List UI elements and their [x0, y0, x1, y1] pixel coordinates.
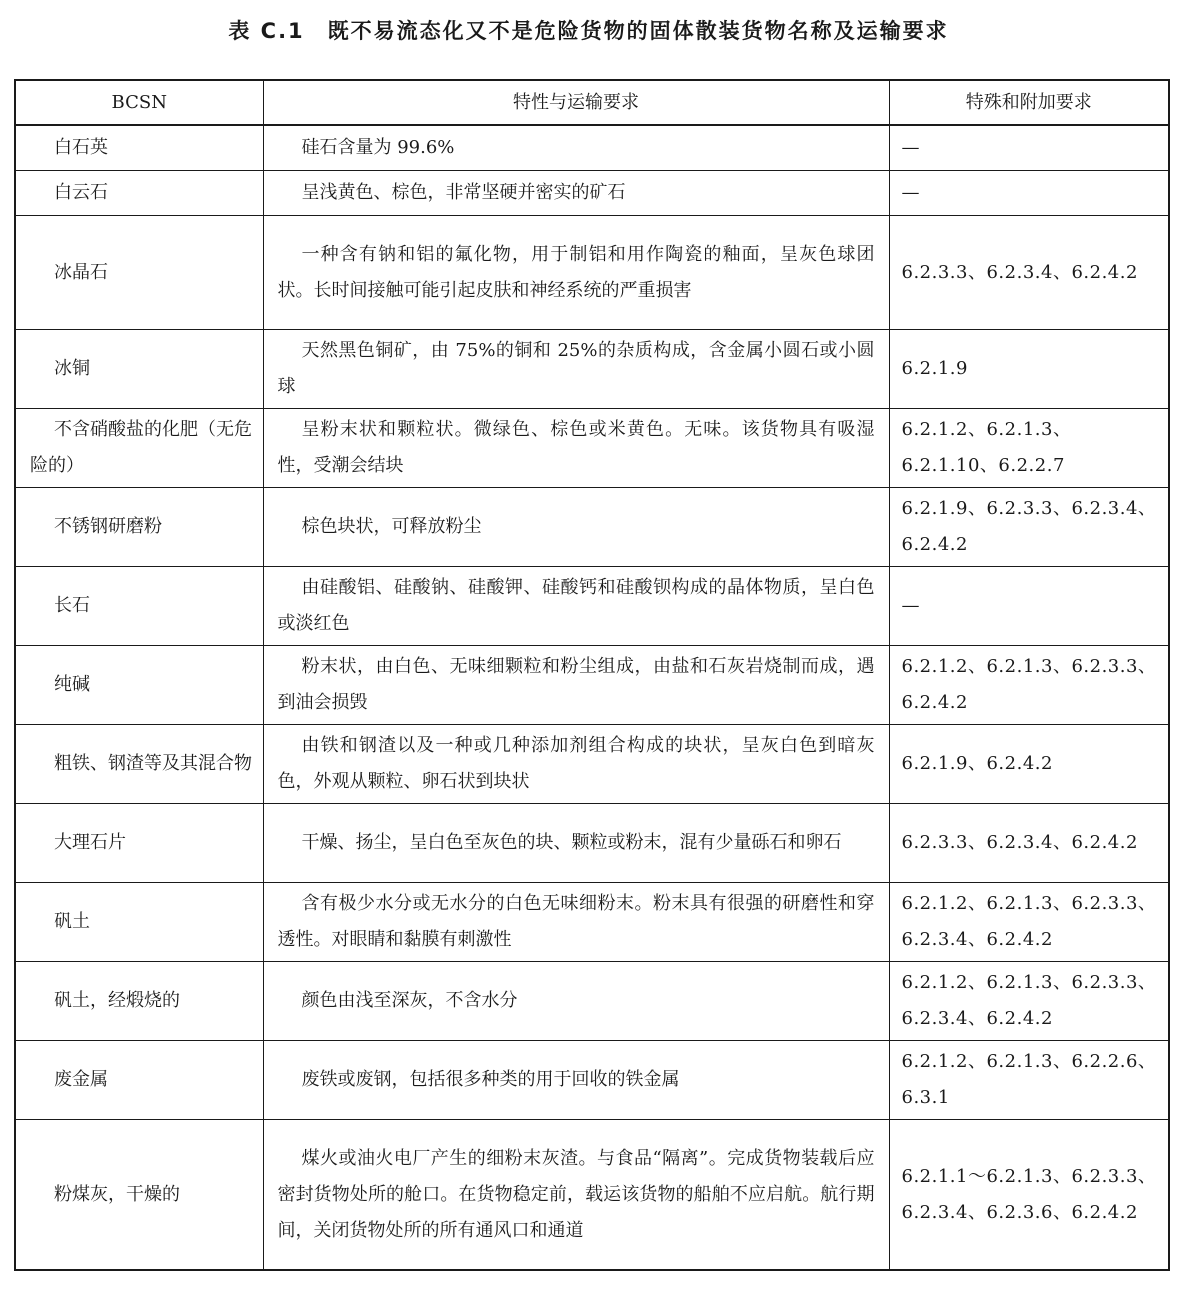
cargo-requirements: 6.2.1.2、6.2.1.3、6.2.2.6、6.3.1	[889, 1041, 1169, 1120]
cargo-name: 大理石片	[15, 804, 263, 883]
cargo-requirements: 6.2.1.2、6.2.1.3、6.2.3.3、6.2.3.4、6.2.4.2	[889, 962, 1169, 1041]
cargo-description: 颜色由浅至深灰，不含水分	[263, 962, 889, 1041]
cargo-name: 矾土，经煅烧的	[15, 962, 263, 1041]
cargo-requirements: 6.2.1.9、6.2.4.2	[889, 725, 1169, 804]
cargo-requirements: 6.2.3.3、6.2.3.4、6.2.4.2	[889, 216, 1169, 330]
cargo-description: 硅石含量为 99.6%	[263, 125, 889, 171]
table-row	[15, 962, 1169, 1041]
cargo-name: 不含硝酸盐的化肥（无危险的）	[15, 409, 263, 488]
cargo-description: 粉末状，由白色、无味细颗粒和粉尘组成，由盐和石灰岩烧制而成，遇到油会损毁	[263, 646, 889, 725]
header-properties: 特性与运输要求	[263, 80, 889, 125]
cargo-description: 棕色块状，可释放粉尘	[263, 488, 889, 567]
cargo-description: 由铁和钢渣以及一种或几种添加剂组合构成的块状，呈灰白色到暗灰色，外观从颗粒、卵石状到块状	[263, 725, 889, 804]
table-row	[15, 883, 1169, 962]
table-row	[15, 330, 1169, 409]
cargo-name: 白云石	[15, 171, 263, 216]
cargo-description: 废铁或废钢，包括很多种类的用于回收的铁金属	[263, 1041, 889, 1120]
cargo-requirements: 6.2.1.9	[889, 330, 1169, 409]
table-row	[15, 1120, 1169, 1271]
cargo-requirements: 6.2.1.9、6.2.3.3、6.2.3.4、6.2.4.2	[889, 488, 1169, 567]
table-row	[15, 488, 1169, 567]
cargo-name: 矾土	[15, 883, 263, 962]
cargo-name: 粉煤灰，干燥的	[15, 1120, 263, 1271]
table-row	[15, 171, 1169, 216]
header-special-requirements: 特殊和附加要求	[889, 80, 1169, 125]
cargo-name: 粗铁、钢渣等及其混合物	[15, 725, 263, 804]
table-row	[15, 725, 1169, 804]
table-row	[15, 646, 1169, 725]
cargo-name: 废金属	[15, 1041, 263, 1120]
cargo-requirements: 6.2.1.1～6.2.1.3、6.2.3.3、6.2.3.4、6.2.3.6、6.2.4.2	[889, 1120, 1169, 1271]
cargo-description: 含有极少水分或无水分的白色无味细粉末。粉末具有很强的研磨性和穿透性。对眼睛和黏膜有刺激性	[263, 883, 889, 962]
cargo-requirements: 6.2.3.3、6.2.3.4、6.2.4.2	[889, 804, 1169, 883]
table-row	[15, 216, 1169, 330]
table-row	[15, 125, 1169, 171]
table-row	[15, 409, 1169, 488]
table-title: 表 C.1 既不易流态化又不是危险货物的固体散装货物名称及运输要求	[228, 19, 949, 43]
cargo-description: 由硅酸铝、硅酸钠、硅酸钾、硅酸钙和硅酸钡构成的晶体物质，呈白色或淡红色	[263, 567, 889, 646]
cargo-name: 冰晶石	[15, 216, 263, 330]
cargo-requirements: —	[889, 171, 1169, 216]
table-row	[15, 567, 1169, 646]
cargo-name: 冰铜	[15, 330, 263, 409]
cargo-name: 不锈钢研磨粉	[15, 488, 263, 567]
cargo-description: 呈粉末状和颗粒状。微绿色、棕色或米黄色。无味。该货物具有吸湿性，受潮会结块	[263, 409, 889, 488]
table-header-row	[15, 80, 1169, 125]
table-row	[15, 804, 1169, 883]
cargo-name: 长石	[15, 567, 263, 646]
cargo-requirements: 6.2.1.2、6.2.1.3、6.2.3.3、6.2.4.2	[889, 646, 1169, 725]
cargo-description: 干燥、扬尘，呈白色至灰色的块、颗粒或粉末，混有少量砾石和卵石	[263, 804, 889, 883]
cargo-description: 天然黑色铜矿，由 75%的铜和 25%的杂质构成，含金属小圆石或小圆球	[263, 330, 889, 409]
cargo-name: 白石英	[15, 125, 263, 171]
cargo-requirements: —	[889, 567, 1169, 646]
cargo-requirements: —	[889, 125, 1169, 171]
table-row	[15, 1041, 1169, 1120]
cargo-description: 煤火或油火电厂产生的细粉末灰渣。与食品“隔离”。完成货物装载后应密封货物处所的舱口。在货物稳定前，载运该货物的船舶不应启航。航行期间，关闭货物处所的所有通风口和通道	[263, 1120, 889, 1271]
cargo-requirements: 6.2.1.2、6.2.1.3、6.2.1.10、6.2.2.7	[889, 409, 1169, 488]
cargo-name: 纯碱	[15, 646, 263, 725]
cargo-table	[14, 79, 1170, 1271]
cargo-description: 一种含有钠和铝的氟化物，用于制铝和用作陶瓷的釉面，呈灰色球团状。长时间接触可能引起皮肤和神经系统的严重损害	[263, 216, 889, 330]
cargo-requirements: 6.2.1.2、6.2.1.3、6.2.3.3、6.2.3.4、6.2.4.2	[889, 883, 1169, 962]
cargo-description: 呈浅黄色、棕色，非常坚硬并密实的矿石	[263, 171, 889, 216]
header-bcsn: BCSN	[15, 80, 263, 125]
